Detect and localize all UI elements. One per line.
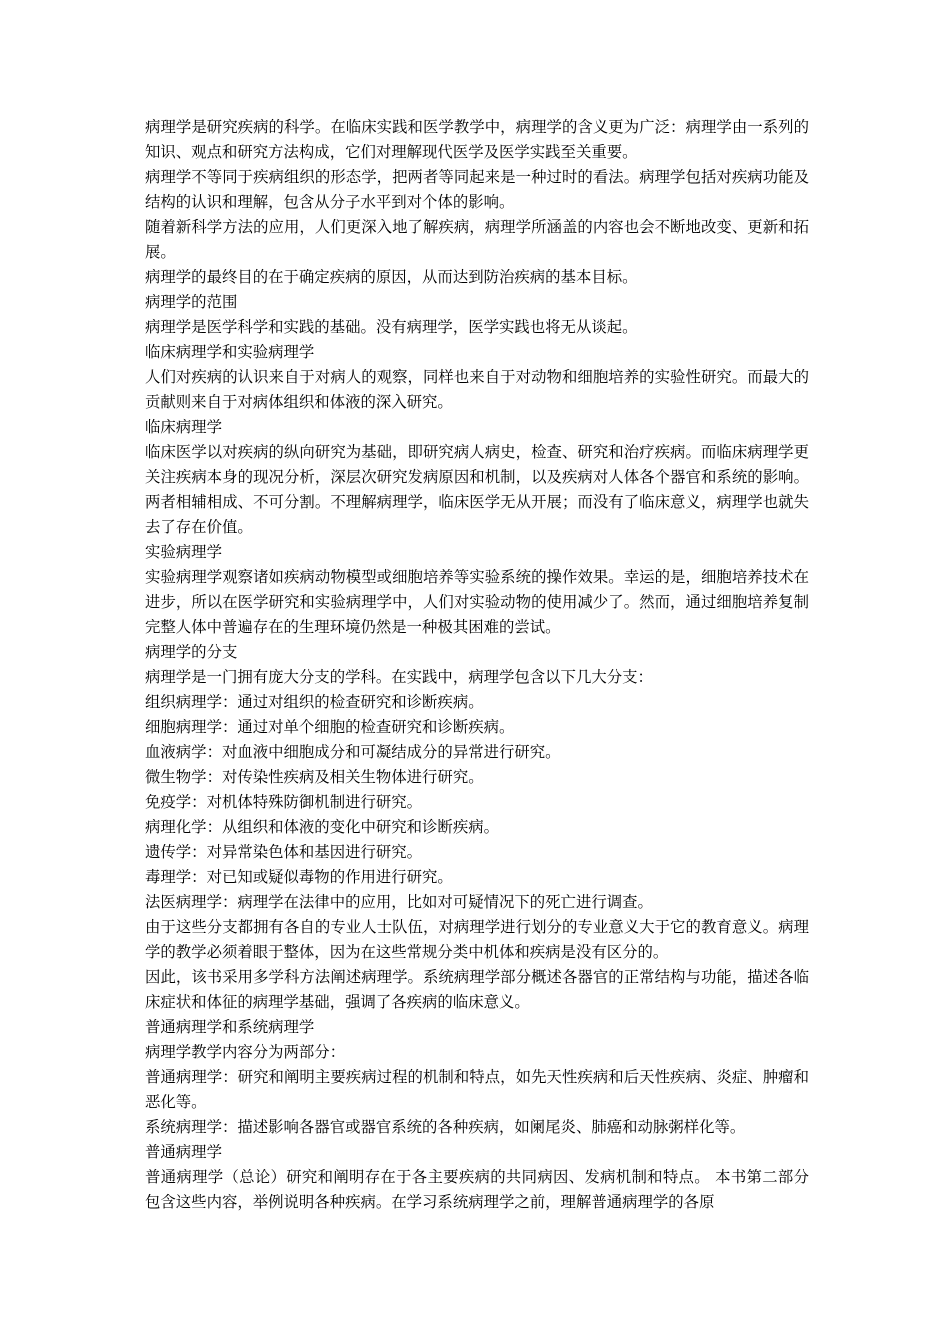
list-item-cytopathology: 细胞病理学：通过对单个细胞的检查研究和诊断疾病。 [145,718,515,736]
heading-general-systematic: 普通病理学和系统病理学 [145,1018,315,1036]
list-item-microbiology: 微生物学：对传染性疾病及相关生物体进行研究。 [145,768,484,786]
list-item-immunology: 免疫学：对机体特殊防御机制进行研究。 [145,793,423,811]
list-item-general-pathology: 普通病理学：研究和阐明主要疾病过程的机制和特点，如先天性疾病和后天性疾病、炎症、肿瘤和恶化等。 [145,1068,809,1111]
heading-general-pathology: 普通病理学 [145,1143,222,1161]
paragraph-morphology: 病理学不等同于疾病组织的形态学，把两者等同起来是一种过时的看法。病理学包括对疾病功能及结构的认识和理解，包含从分子水平到对个体的影响。 [145,168,809,211]
paragraph-branches-significance: 由于这些分支都拥有各自的专业人士队伍，对病理学进行划分的专业意义大于它的教育意义。病理学的教学必须着眼于整体，因为在这些常规分类中机体和疾病是没有区分的。 [145,918,809,961]
heading-clinical-pathology: 临床病理学 [145,418,222,436]
list-item-chemical-pathology: 病理化学：从组织和体液的变化中研究和诊断疾病。 [145,818,499,836]
list-item-forensic-pathology: 法医病理学：病理学在法律中的应用，比如对可疑情况下的死亡进行调查。 [145,893,653,911]
paragraph-new-methods: 随着新科学方法的应用，人们更深入地了解疾病，病理学所涵盖的内容也会不断地改变、更新和拓展。 [145,218,809,261]
heading-scope: 病理学的范围 [145,293,238,311]
paragraph-general-pathology: 普通病理学（总论）研究和阐明存在于各主要疾病的共同病因、发病机制和特点。 本书第二部分包含这些内容，举例说明各种疾病。在学习系统病理学之前，理解普通病理学的各原 [145,1168,809,1211]
paragraph-intro-definition: 病理学是研究疾病的科学。在临床实践和医学教学中，病理学的含义更为广泛：病理学由一系列的知识、观点和研究方法构成，它们对理解现代医学及医学实践至关重要。 [145,118,809,161]
paragraph-multidisciplinary: 因此，该书采用多学科方法阐述病理学。系统病理学部分概述各器官的正常结构与功能，描述各临床症状和体征的病理学基础，强调了各疾病的临床意义。 [145,968,809,1011]
heading-branches: 病理学的分支 [145,643,238,661]
heading-experimental-pathology: 实验病理学 [145,543,222,561]
document-body [145,115,809,1215]
list-item-toxicology: 毒理学：对已知或疑似毒物的作用进行研究。 [145,868,453,886]
paragraph-branches-intro: 病理学是一门拥有庞大分支的学科。在实践中，病理学包含以下几大分支： [145,668,653,686]
heading-clinical-experimental: 临床病理学和实验病理学 [145,343,315,361]
list-item-histopathology: 组织病理学：通过对组织的检查研究和诊断疾病。 [145,693,484,711]
list-item-hematology: 血液病学：对血液中细胞成分和可凝结成分的异常进行研究。 [145,743,561,761]
paragraph-ultimate-goal: 病理学的最终目的在于确定疾病的原因，从而达到防治疾病的基本目标。 [145,268,638,286]
list-item-genetics: 遗传学：对异常染色体和基因进行研究。 [145,843,423,861]
paragraph-clinical-pathology: 临床医学以对疾病的纵向研究为基础，即研究病人病史，检查、研究和治疗疾病。而临床病理学更关注疾病本身的现况分析，深层次研究发病原因和机制，以及疾病对人体各个器官和系统的影响。两者相辅相成、不可分割。不理解病理学，临床医学无从开展；而没有了临床意义，病理学也就失去了存在价值。 [145,443,809,536]
paragraph-clinical-experimental: 人们对疾病的认识来自于对病人的观察，同样也来自于对动物和细胞培养的实验性研究。而最大的贡献则来自于对病体组织和体液的深入研究。 [145,368,809,411]
paragraph-two-parts: 病理学教学内容分为两部分： [145,1043,346,1061]
list-item-systematic-pathology: 系统病理学：描述影响各器官或器官系统的各种疾病，如阑尾炎、肺癌和动脉粥样化等。 [145,1118,746,1136]
paragraph-experimental-pathology: 实验病理学观察诸如疾病动物模型或细胞培养等实验系统的操作效果。幸运的是，细胞培养技术在进步，所以在医学研究和实验病理学中，人们对实验动物的使用减少了。然而，通过细胞培养复制完整人体中普遍存在的生理环境仍然是一种极其困难的尝试。 [145,568,809,636]
paragraph-scope: 病理学是医学科学和实践的基础。没有病理学，医学实践也将无从谈起。 [145,318,638,336]
